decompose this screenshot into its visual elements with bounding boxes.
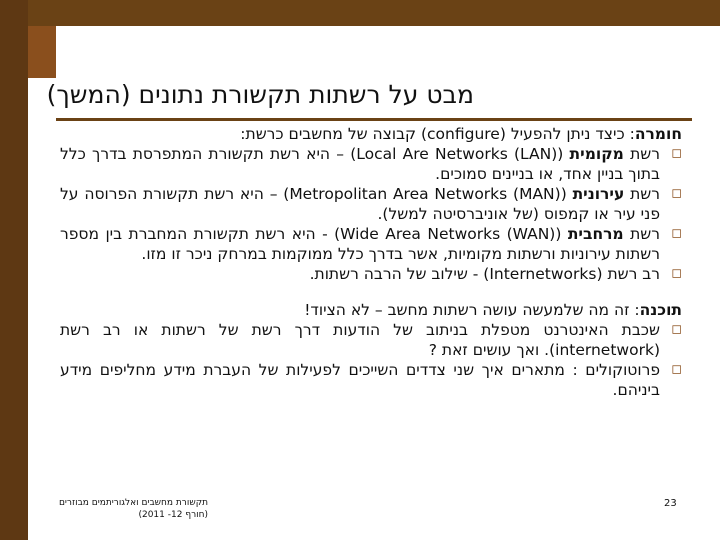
software-heading	[60, 300, 682, 320]
slide-title: מבט על רשתות תקשורת נתונים (המשך)	[46, 80, 474, 109]
hollow-square-icon: ◻	[671, 226, 682, 241]
list-item-internet-layer	[60, 320, 682, 360]
item-term: מקומית	[569, 145, 624, 163]
item-term: עירונית	[572, 185, 625, 203]
hollow-square-icon: ◻	[671, 362, 682, 377]
hollow-square-icon: ◻	[671, 186, 682, 201]
title-underline	[56, 118, 692, 121]
list-item-text	[60, 144, 660, 184]
software-label: תוכנה	[639, 301, 682, 319]
hollow-square-icon: ◻	[671, 266, 682, 281]
slide-content	[60, 124, 682, 400]
list-item-text: פרוטוקולים : מתארים איך שני צדדים השייכים לפעילות של העברת מידע מחליפים מידע ביניהם.	[60, 361, 660, 399]
footer-course: תקשורת מחשבים ואלגוריתמים מבוזרים	[58, 498, 208, 508]
item-prefix: רשת	[624, 185, 661, 203]
item-term: מרחבית	[567, 225, 624, 243]
footer-term: (חורף 12- 2011)	[138, 510, 208, 520]
item-rest: (Local Are Networks (LAN)) – היא רשת תקשורת המתפרסת בדרך כלל בתוך בניין אחד, או בניינים סמוכים.	[60, 145, 660, 183]
hollow-square-icon: ◻	[671, 146, 682, 161]
top-decor-bar	[28, 0, 720, 26]
hollow-square-icon: ◻	[671, 322, 682, 337]
list-item-lan	[60, 144, 682, 184]
software-intro: : זה מה שלמעשה עושה רשתות מחשב – לא הציוד!	[304, 301, 640, 319]
footer	[38, 497, 208, 521]
list-item-text	[60, 184, 660, 224]
list-item-text: שכבת האינטרנט מטפלת בניתוב של הודעות דרך רשת של רשתות או רב רשת (internetwork). ואך עושים זאת ?	[60, 321, 660, 359]
hardware-label: חומרה	[634, 125, 682, 143]
list-item-wan	[60, 224, 682, 264]
left-decor-bar	[0, 0, 28, 540]
hardware-heading	[60, 124, 682, 144]
page-number: 23	[664, 498, 677, 509]
section-spacer	[60, 284, 682, 300]
item-prefix: רשת	[623, 225, 660, 243]
hardware-intro: : כיצד ניתן להפעיל (configure) קבוצה של מחשבים כרשת:	[240, 125, 635, 143]
list-item-text	[60, 224, 660, 264]
corner-accent	[28, 26, 56, 78]
list-item-protocols	[60, 360, 682, 400]
item-rest: (Wide Area Networks (WAN)) - היא רשת תקשורת המחברת בין מספר רשתות עירוניות ורשתות מקומיות, אשר בדרך כלל ממוקמות במרחק ניכר זו מזו.	[60, 225, 660, 263]
list-item-internetworks	[60, 264, 682, 284]
list-item-text: רב רשת (Internetworks) - שילוב של הרבה רשתות.	[309, 265, 660, 283]
item-rest: (Metropolitan Area Networks (MAN)) – היא רשת תקשורת הפרוסה על פני עיר או קמפוס (של אוניברסיטה למשל).	[60, 185, 660, 223]
item-prefix: רשת	[623, 145, 660, 163]
list-item-man	[60, 184, 682, 224]
